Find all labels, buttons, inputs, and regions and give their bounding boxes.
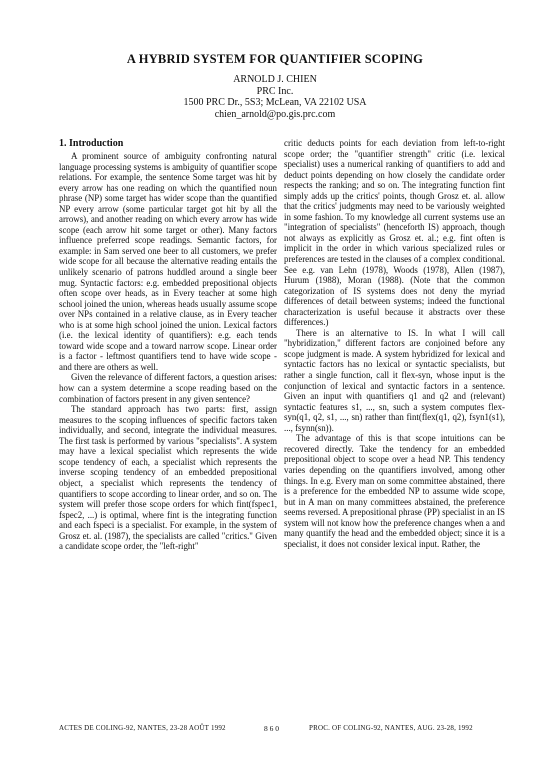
paragraph: Given the relevance of different factors, a question arises: how can a system determine a scope reading based on the combination of factors present in any given sentence? bbox=[59, 372, 277, 404]
author-address: 1500 PRC Dr., 5S3; McLean, VA 22102 USA bbox=[183, 97, 367, 108]
author-name: ARNOLD J. CHIEN bbox=[233, 74, 317, 85]
footer-conference-en: PROC. OF COLING-92, NANTES, AUG. 23-28, 1992 bbox=[309, 724, 473, 732]
left-column bbox=[59, 138, 277, 552]
paragraph: There is an alternative to IS. In what I will call "hybridization," different factors are conjoined before any scope judgment is made. A system hybridized for lexical and syntactic factors has no lexical or syntactic specialists, but rather a single function, call it flex-syn, whose input is the conjunction of lexical and syntactic factors in a sentence. Given an input with quantifiers q1 and q2 and (relevant) syntactic features s1, ..., sn, such a system computes flex-syn(q1, q2, s1, ..., sn) rather than fint(flex(q1, q2), fsyn1(s1), ..., fsynn(sn)). bbox=[284, 327, 505, 433]
paragraph: A prominent source of ambiguity confronting natural language processing systems is ambiguity of quantifier scope relations. For example, the sentence Some target was hit by every arrow has one reading on which the quantified noun phrase (NP) some target has wider scope than the quantified NP every arrow (some particular target got hit by all the arrows), and another reading on which every arrow has wide scope (each arrow hit some target or other). Many factors influence preferred scope readings. Semantic factors, for example: in Sam served one beer to all customers, we prefer wide scope for all because the alternative reading entails the unlikely scenario of patrons huddled around a single beer mug. Syntactic factors: e.g. embedded prepositional objects often scope over heads, as in Every teacher at some high school joined the union, whereas heads usually assume scope over NPs contained in a relative clause, as in Every teacher who is at some high school joined the union. Lexical factors (i.e. the lexical identity of quantifiers): e.g. each tends toward wide scope and a toward narrow scope. Linear order is a factor - leftmost quantifiers tend to have wide scope - and there are others as well. bbox=[59, 151, 277, 372]
section-heading-introduction: 1. Introduction bbox=[59, 138, 124, 149]
right-column bbox=[284, 138, 505, 549]
author-block bbox=[0, 74, 550, 120]
paragraph: critic deducts points for each deviation from left-to-right scope order; the "quantifier strength" critic (i.e. lexical specialist) uses a numerical ranking of quantifiers to add and deduct points depending on how closely the candidate order respects the ranking; and so on. The integrating function fint simply adds up the critics' points, though Grosz et. al. allow that the critics' judgments may need to be variously weighted in some fashion. To my knowledge all current systems use an "integration of specialists" (henceforth IS) approach, though not always as explicitly as Grosz et. al.; e.g. fint often is implicit in the order in which various specialized rules or preferences are tested in the clauses of a complex conditional. See e.g. van Lehn (1978), Woods (1978), Allen (1987), Hurum (1988), Moran (1988). (Note that the common categorization of IS systems does not deny the myriad differences of detail between systems; indeed the functional characterization is useful because it abstracts over these differences.) bbox=[284, 138, 505, 328]
author-email: chien_arnold@po.gis.prc.com bbox=[214, 108, 336, 120]
paper-title: A HYBRID SYSTEM FOR QUANTIFIER SCOPING bbox=[126, 52, 424, 66]
footer-conference-fr: ACTES DE COLING-92, NANTES, 23-28 AOÛT 1992 bbox=[59, 724, 226, 732]
page-number: 8 6 0 bbox=[264, 724, 279, 733]
paragraph: The advantage of this is that scope intuitions can be recovered directly. Take the tendency for an embedded prepositional object to scope over a head NP. This tendency varies depending on the quantifiers involved, among other things. In e.g. Every man on some committee abstained, there is a preference for the embedded NP to assume wide scope, but in A man on many committees abstained, the preference seems reversed. A prepositional phrase (PP) specialist in an IS system will not know how the preference changes when a and many quantify the head and the embedded object; since it is a specialist, it does not consider lexical input. Rather, the bbox=[284, 433, 505, 549]
paragraph: The standard approach has two parts: first, assign measures to the scoping influences of specific factors taken individually, and second, integrate the individual measures. The first task is performed by various "specialists". A system may have a lexical specialist which represents the wide scope tendency of each, a specialist which represents the inverse scoping tendency of an embedded prepositional object, a specialist which represents the tendency of quantifiers to scope according to linear order, and so on. The system will prefer those scope orders for which fint(fspec1, fspec2, ...) is optimal, where fint is the integrating function and each fspeci is a specialist. For example, in the system of Grosz et. al. (1987), the specialists are called "critics." Given a candidate scope order, the "left-right" bbox=[59, 404, 277, 552]
author-org: PRC Inc. bbox=[256, 85, 294, 97]
